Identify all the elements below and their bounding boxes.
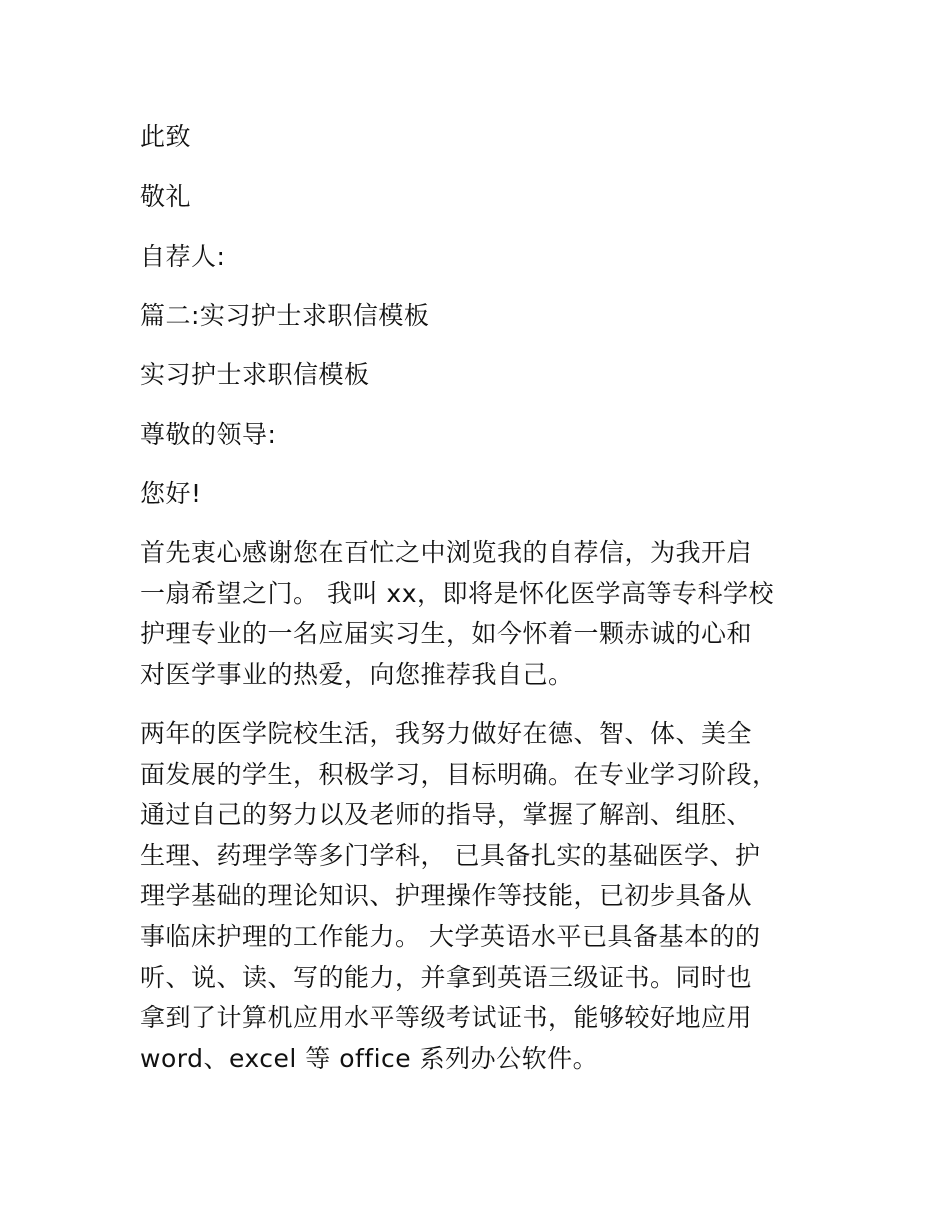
greeting: 您好! (140, 479, 202, 508)
paragraph-introduction (140, 533, 820, 695)
closing-line-1: 此致 (140, 122, 192, 151)
paragraph-line: 拿到了计算机应用水平等级考试证书，能够较好地应用 (140, 1003, 753, 1033)
paragraph-line: 面发展的学生，积极学习，目标明确。在专业学习阶段， (140, 759, 778, 789)
paragraph-line: 理学基础的理论知识、护理操作等技能，已初步具备从 (140, 881, 753, 911)
salutation: 尊敬的领导: (140, 420, 277, 449)
paragraph-line: 护理专业的一名应届实习生，如今怀着一颗赤诚的心和 (140, 619, 753, 649)
signature-line: 自荐人: (140, 242, 226, 271)
paragraph-line: 首先衷心感谢您在百忙之中浏览我的自荐信，为我开启 (140, 538, 753, 567)
section-heading: 篇二:实习护士求职信模板 (140, 301, 430, 330)
paragraph-line: 一扇希望之门。 我叫 xx，即将是怀化医学高等专科学校 (140, 578, 774, 608)
paragraph-line: 对医学事业的热爱，向您推荐我自己。 (140, 659, 574, 689)
paragraph-education (140, 714, 820, 1079)
paragraph-line: 生理、药理学等多门学科， 已具备扎实的基础医学、护 (140, 840, 761, 870)
paragraph-line: 两年的医学院校生活，我努力做好在德、智、体、美全 (140, 719, 753, 748)
paragraph-line: 听、说、读、写的能力，并拿到英语三级证书。同时也 (140, 962, 753, 992)
paragraph-line: 通过自己的努力以及老师的指导，掌握了解剖、组胚、 (140, 800, 753, 830)
closing-line-2: 敬礼 (140, 182, 192, 211)
paragraph-line: word、excel 等 office 系列办公软件。 (140, 1043, 599, 1073)
paragraph-line: 事临床护理的工作能力。 大学英语水平已具备基本的的 (140, 921, 761, 951)
letter-title: 实习护士求职信模板 (140, 360, 370, 389)
